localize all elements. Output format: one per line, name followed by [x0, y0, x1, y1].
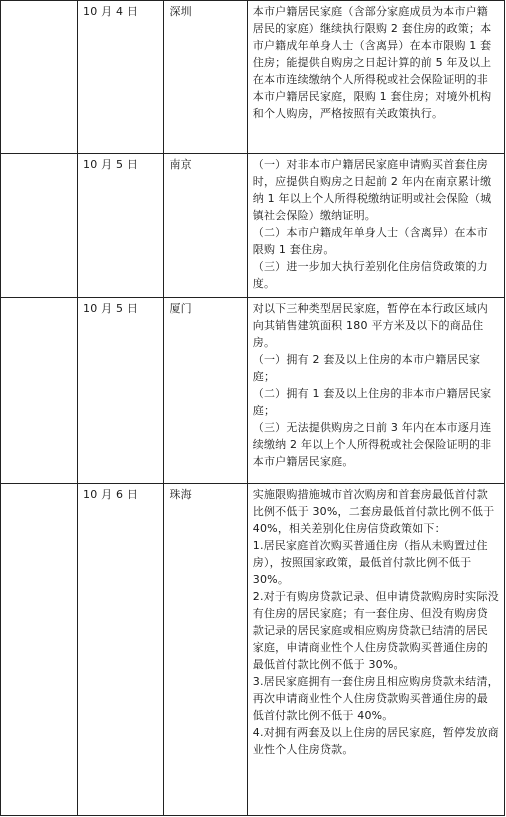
policy-content-cell [247, 1, 504, 154]
policy-paragraph: 本市户籍居民家庭（含部分家庭成员为本市户籍居民的家庭）继续执行限购 2 套住房的政策；本市户籍成年单身人士（含离异）在本市限购 1 套住房；能提供自购房之日起计算的前 5 年及以上在本市连续缴纳个人所得税或社会保险证明的非本市户籍居民家庭，限购 1 套住房；对境外机构和个人购房，严格按照有关政策执行。 [252, 5, 492, 120]
policy-paragraph: （一）拥有 2 套及以上住房的本市户籍居民家庭； [252, 353, 481, 383]
date-cell: 10 月 6 日 [78, 484, 164, 816]
row-index-cell [1, 484, 78, 816]
table-row [1, 484, 505, 816]
table-row [1, 154, 505, 298]
city-cell: 深圳 [164, 1, 247, 154]
policy-paragraph: （三）无法提供购房之日前 3 年内在本市逐月连续缴纳 2 年以上个人所得税或社会保险证明的非本市户籍居民家庭。 [252, 421, 492, 468]
city-cell: 珠海 [164, 484, 247, 816]
city-cell: 南京 [164, 154, 247, 298]
date-cell: 10 月 5 日 [78, 298, 164, 484]
policy-paragraph: 3.居民家庭拥有一套住房且相应购房贷款未结清，再次申请商业性个人住房贷款购买普通住房的最低首付款比例不低于 40%。 [252, 675, 499, 722]
policy-table-body [1, 1, 505, 816]
table-row [1, 298, 505, 484]
city-cell: 厦门 [164, 298, 247, 484]
row-index-cell [1, 154, 78, 298]
date-cell: 10 月 4 日 [78, 1, 164, 154]
table-row [1, 1, 505, 154]
policy-paragraph: 实施限购措施城市首次购房和首套房最低首付款比例不低于 30%，二套房最低首付款比例不低于 40%，相关差别化住房信贷政策如下： [252, 488, 495, 535]
policy-paragraph: 1.居民家庭首次购买普通住房（指从未购置过住房），按照国家政策，最低首付款比例不低于 30%。 [252, 539, 488, 586]
policy-content-cell [247, 298, 504, 484]
policy-content-cell [247, 154, 504, 298]
policy-paragraph: 2.对于有购房贷款记录、但申请贷款购房时实际没有住房的居民家庭；有一套住房、但没有购房贷款记录的居民家庭或相应购房贷款已结清的居民家庭，申请商业性个人住房贷款购买普通住房的最低首付款比例不低于 30%。 [252, 590, 499, 671]
policy-content-cell [247, 484, 504, 816]
policy-paragraph: （三）进一步加大执行差别化住房信贷政策的力度。 [252, 260, 488, 290]
policy-paragraph: 4.对拥有两套及以上住房的居民家庭，暂停发放商业性个人住房贷款。 [252, 726, 499, 756]
date-cell: 10 月 5 日 [78, 154, 164, 298]
policy-paragraph: 对以下三种类型居民家庭，暂停在本行政区域内向其销售建筑面积 180 平方米及以下的商品住房。 [252, 302, 488, 349]
row-index-cell [1, 298, 78, 484]
policy-paragraph: （二）拥有 1 套及以上住房的非本市户籍居民家庭； [252, 387, 492, 417]
row-index-cell [1, 1, 78, 154]
policy-paragraph: （二）本市户籍成年单身人士（含离异）在本市限购 1 套住房。 [252, 226, 488, 256]
policy-paragraph: （一）对非本市户籍居民家庭申请购买首套住房时，应提供自购房之日起前 2 年内在南京累计缴纳 1 年以上个人所得税缴纳证明或社会保险（城镇社会保险）缴纳证明。 [252, 158, 492, 222]
